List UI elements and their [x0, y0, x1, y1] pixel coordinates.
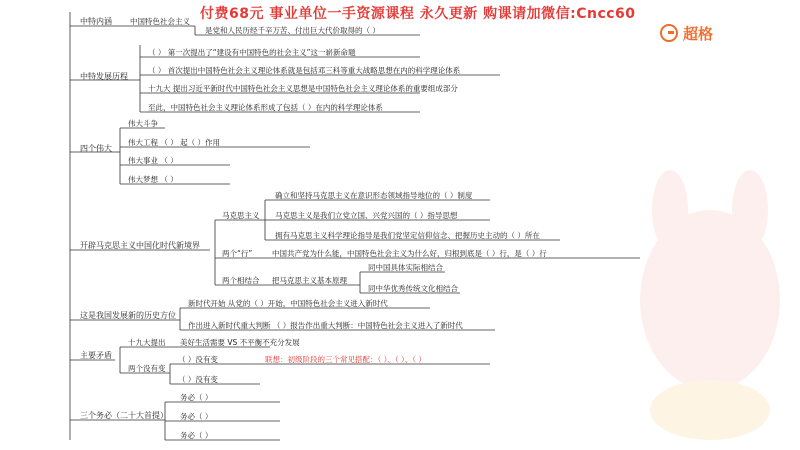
- node-s3-row-1: 伟大斗争: [128, 119, 158, 128]
- node-s6-note: 联想：初级阶段的三个常见搭配：（ ）、（ ）、（ ）: [265, 355, 426, 364]
- node-s6-lmb-row-1: （ ）没有变: [178, 355, 218, 364]
- node-s4-mks-row-2: 马克思主义是我们立党立国、兴党兴国的（ ）指导思想: [275, 211, 458, 220]
- node-s1-item: 是党和人民历经千辛万苦、付出巨大代价取得的（ ）: [205, 26, 380, 35]
- node-s7-row-3: 务必（ ）: [180, 431, 213, 440]
- brand-name: 超格: [683, 24, 714, 43]
- node-s2-row-3: 十九大 提出习近平新时代中国特色社会主义思想是中国特色社会主义理论体系的重要组成部分: [148, 84, 458, 93]
- node-s3-row-2: 伟大工程 （ ） 起（ ）作用: [128, 138, 221, 147]
- node-s4-mks-row-3: 拥有马克思主义科学理论指导是我们党坚定信仰信念、把握历史主动的（ ）所在: [275, 231, 540, 240]
- node-s3-row-4: 伟大梦想 （ ）: [128, 175, 178, 184]
- node-zhongte-neihan: 中特内涵: [80, 17, 112, 26]
- node-s4-lg-row: 中国共产党为什么能，中国特色社会主义为什么好，归根到底是（ ）行，是（ ）行: [272, 249, 547, 258]
- node-zhuyao-maodun: 主要矛盾: [80, 351, 112, 360]
- node-makesi-zhuyi: 马克思主义: [222, 211, 260, 220]
- node-zhongguo-tese: 中国特色社会主义: [130, 17, 190, 26]
- node-s5-row-2: 作出进入新时代重大判断 （ ）报告作出重大判断：中国特色社会主义进入了新时代: [188, 321, 463, 330]
- node-s4-lgjh-row-2: 同中华优秀传统文化相结合: [368, 284, 458, 293]
- node-shijiuda-tichu: 十九大提出: [128, 338, 166, 347]
- node-s7-row-2: 务必（ ）: [180, 412, 213, 421]
- node-s7-row-1: 务必（ ）: [180, 393, 213, 402]
- node-zhongte-fazhan: 中特发展历程: [80, 72, 128, 81]
- node-sange-wubi: 三个务必（二十大首提）: [80, 411, 168, 420]
- node-kaipi-xinjingjie: 开辟马克思主义中国化时代新境界: [80, 241, 200, 250]
- node-s5-row-1: 新时代开始 从党的（ ）开始，中国特色社会主义进入新时代: [188, 299, 388, 308]
- node-s4-lgjh-row-1: 同中国具体实际相结合: [368, 263, 443, 272]
- node-lishi-fangwei: 这是我国发展新的历史方位: [80, 311, 176, 320]
- promo-banner: 付费68元 事业单位一手资源课程 永久更新 购课请加微信:Cncc60: [200, 6, 636, 22]
- node-s6-sjd-row: 美好生活需要 VS 不平衡不充分发展: [180, 338, 300, 347]
- node-liangge-xiangjiehe: 两个相结合: [222, 276, 260, 285]
- node-s4-lgjh-main: 把马克思主义基本原理: [272, 276, 347, 285]
- node-sige-weida: 四个伟大: [80, 144, 112, 153]
- node-s6-lmb-row-2: （ ）没有变: [178, 375, 218, 384]
- node-s4-mks-row-1: 确立和坚持马克思主义在意识形态领域指导地位的（ ）制度: [275, 191, 473, 200]
- node-s2-row-4: 至此，中国特色社会主义理论体系形成了包括（ ）在内的科学理论体系: [148, 103, 383, 112]
- node-s3-row-3: 伟大事业 （ ）: [128, 156, 178, 165]
- node-liangge-xing: 两个“行”: [222, 249, 253, 258]
- node-s2-row-2: （ ） 首次提出中国特色社会主义理论体系就是包括邓三科等重大战略思想在内的科学理论体系: [148, 66, 461, 75]
- node-liangge-meiyoubian: 两个没有变: [128, 364, 166, 373]
- node-s2-row-1: （ ） 第一次提出了“建设有中国特色的社会主义”这一崭新命题: [148, 48, 356, 57]
